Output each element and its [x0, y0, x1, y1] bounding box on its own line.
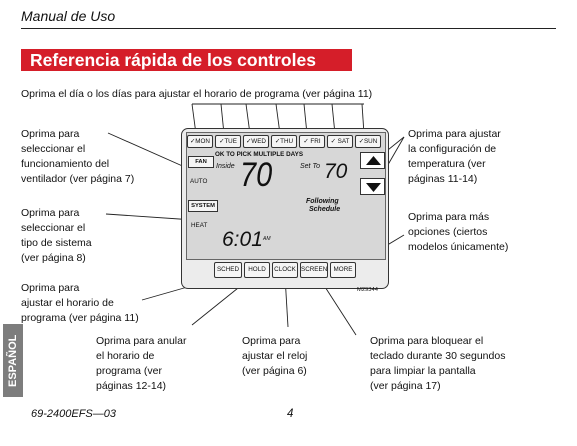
schedule-label: Schedule [309, 206, 341, 213]
clock-time: 6:01 [222, 228, 263, 251]
callout-screen: Oprima para bloquear el teclado durante 30 segundos para limpiar la pantalla (ver página 17) [370, 335, 506, 392]
callout-system: Oprima para seleccionar el tipo de sistema (ver página 8) [21, 207, 92, 264]
arrow-up-icon [361, 153, 386, 170]
day-button-tue[interactable]: ✓TUE [215, 135, 241, 148]
multi-day-notice: OK TO PICK MULTIPLE DAYS [215, 151, 304, 158]
set-temperature: 70 [324, 160, 348, 183]
day-button-sun[interactable]: ✓SUN [355, 135, 381, 148]
model-number: M29344 [357, 287, 378, 293]
callout-temp: Oprima para ajustar la configuración de temperatura (ver páginas 11-14) [408, 128, 501, 185]
system-button[interactable]: SYSTEM [188, 200, 218, 212]
callout-more: Oprima para más opciones (ciertos modelos únicamente) [408, 211, 509, 253]
clock-button[interactable]: CLOCK [272, 262, 298, 278]
system-mode-value: HEAT [191, 222, 208, 229]
callout-days: Oprima el día o los días para ajustar el horario de programa (ver página 11) [21, 88, 373, 100]
temp-down-button[interactable] [360, 178, 385, 195]
day-button-thu[interactable]: ✓THU [271, 135, 297, 148]
callout-clock: Oprima para ajustar el reloj (ver página 6) [242, 335, 308, 377]
callout-sched: Oprima para ajustar el horario de programa (ver página 11) [21, 282, 139, 324]
day-button-wed[interactable]: ✓WED [243, 135, 269, 148]
more-button[interactable]: MORE [330, 262, 356, 278]
screen-button[interactable]: SCREEN [300, 262, 328, 278]
fan-mode-value: AUTO [190, 178, 208, 185]
day-button-fri[interactable]: ✓ FRI [299, 135, 325, 148]
arrow-down-icon [361, 179, 386, 196]
manual-title: Manual de Uso [21, 8, 116, 24]
callout-hold: Oprima para anular el horario de programa (ver páginas 12-14) [96, 335, 187, 392]
section-title: Referencia rápida de los controles [30, 50, 316, 70]
inside-temperature: 70 [240, 156, 273, 194]
hold-button[interactable]: HOLD [244, 262, 270, 278]
sched-button[interactable]: SCHED [214, 262, 242, 278]
set-to-label: Set To [300, 163, 320, 170]
fan-button[interactable]: FAN [188, 156, 214, 168]
temp-up-button[interactable] [360, 152, 385, 169]
language-tab-label: ESPAÑOL [7, 334, 19, 387]
following-label: Following [306, 198, 339, 205]
am-pm-indicator: AM [263, 236, 271, 242]
day-button-sat[interactable]: ✓ SAT [327, 135, 353, 148]
callout-fan: Oprima para seleccionar el funcionamiento del ventilador (ver página 7) [21, 128, 135, 185]
document-code: 69-2400EFS—03 [31, 408, 116, 420]
inside-label: Inside [216, 163, 235, 170]
page-number: 4 [287, 408, 294, 420]
day-button-mon[interactable]: ✓MON [187, 135, 213, 148]
